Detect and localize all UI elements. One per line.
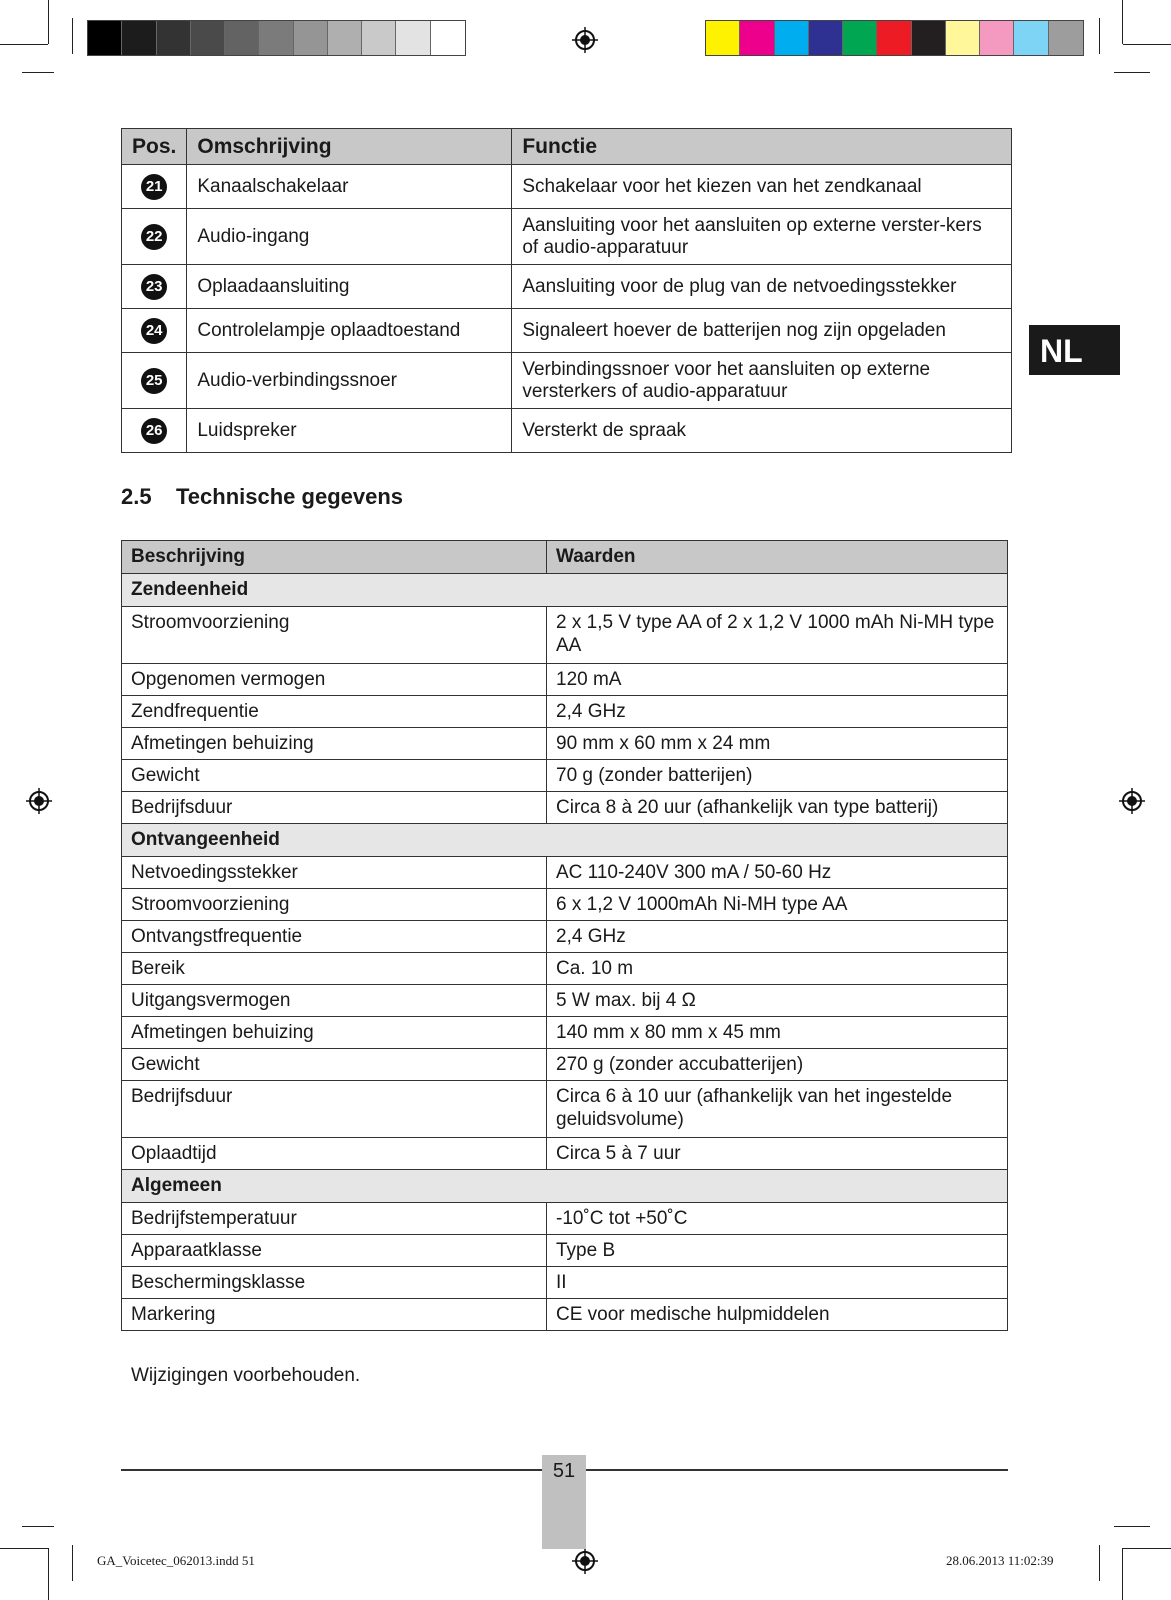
table-row — [122, 792, 1008, 824]
spec-value: 6 x 1,2 V 1000mAh Ni-MH type AA — [547, 889, 1008, 921]
spec-label: Gewicht — [122, 760, 547, 792]
description-cell: Luidspreker — [187, 409, 512, 453]
spec-label: Bedrijfstemperatuur — [122, 1203, 547, 1235]
registration-mark-icon — [572, 27, 598, 53]
position-cell — [122, 309, 187, 353]
crop-mark — [1123, 44, 1171, 45]
crop-mark — [1123, 1548, 1171, 1549]
position-cell — [122, 209, 187, 265]
spec-label: Stroomvoorziening — [122, 889, 547, 921]
spec-value: Circa 6 à 10 uur (afhankelijk van het ingestelde geluidsvolume) — [547, 1081, 1008, 1138]
footer-datetime: 28.06.2013 11:02:39 — [946, 1553, 1054, 1568]
spec-value: Ca. 10 m — [547, 953, 1008, 985]
color-swatch — [191, 21, 225, 55]
crop-mark — [1122, 0, 1123, 44]
spec-label: Stroomvoorziening — [122, 607, 547, 664]
spec-value: 5 W max. bij 4 Ω — [547, 985, 1008, 1017]
color-swatch — [980, 21, 1014, 55]
color-swatch — [775, 21, 809, 55]
table-row — [122, 1017, 1008, 1049]
position-number-badge: 21 — [141, 174, 167, 200]
table-row — [122, 728, 1008, 760]
table-row — [122, 953, 1008, 985]
table-row — [122, 1081, 1008, 1138]
color-swatch — [328, 21, 362, 55]
spec-value: Type B — [547, 1235, 1008, 1267]
color-swatch — [294, 21, 328, 55]
section-title: Technische gegevens — [176, 484, 404, 509]
group-title: Zendeenheid — [122, 574, 1008, 607]
spec-value: -10˚C tot +50˚C — [547, 1203, 1008, 1235]
column-header: Omschrijving — [187, 129, 512, 165]
color-swatch — [706, 21, 740, 55]
table-row — [122, 921, 1008, 953]
footer-rule — [586, 1469, 1008, 1471]
table-row — [122, 1049, 1008, 1081]
spec-label: Afmetingen behuizing — [122, 728, 547, 760]
crop-mark — [1099, 18, 1100, 54]
table-row — [122, 1235, 1008, 1267]
spec-label: Apparaatklasse — [122, 1235, 547, 1267]
function-cell: Aansluiting voor de plug van de netvoedingsstekker — [512, 265, 1012, 309]
spec-value: 70 g (zonder batterijen) — [547, 760, 1008, 792]
footer-filename: GA_Voicetec_062013.indd 51 — [97, 1553, 255, 1568]
table-row — [122, 1299, 1008, 1331]
color-swatch — [877, 21, 911, 55]
table-row — [122, 889, 1008, 921]
technical-specs-table — [121, 540, 1008, 1331]
column-header: Beschrijving — [122, 541, 547, 574]
table-row — [122, 165, 1012, 209]
spec-label: Zendfrequentie — [122, 696, 547, 728]
group-row — [122, 574, 1008, 607]
position-cell — [122, 165, 187, 209]
color-swatch — [912, 21, 946, 55]
spec-value: 140 mm x 80 mm x 45 mm — [547, 1017, 1008, 1049]
crop-mark — [48, 1548, 49, 1600]
crop-mark — [48, 0, 49, 44]
section-heading — [121, 484, 403, 510]
crop-mark — [22, 1526, 54, 1527]
column-header: Waarden — [547, 541, 1008, 574]
table-row — [122, 1203, 1008, 1235]
color-swatch — [809, 21, 843, 55]
grayscale-bar — [87, 20, 466, 56]
table-row — [122, 857, 1008, 889]
table-row — [122, 309, 1012, 353]
function-cell: Aansluiting voor het aansluiten op externe verster-kers of audio-apparatuur — [512, 209, 1012, 265]
color-swatch — [157, 21, 191, 55]
table-row — [122, 985, 1008, 1017]
position-number-badge: 26 — [141, 418, 167, 444]
color-swatch — [1014, 21, 1048, 55]
footer-rule — [121, 1469, 542, 1471]
spec-value: 2,4 GHz — [547, 696, 1008, 728]
spec-value: AC 110-240V 300 mA / 50-60 Hz — [547, 857, 1008, 889]
spec-value: II — [547, 1267, 1008, 1299]
spec-label: Beschermingsklasse — [122, 1267, 547, 1299]
table-row — [122, 607, 1008, 664]
crop-mark — [0, 1548, 48, 1549]
color-swatch — [740, 21, 774, 55]
spec-label: Bedrijfsduur — [122, 792, 547, 824]
table-row — [122, 265, 1012, 309]
color-swatch — [431, 21, 465, 55]
position-number-badge: 23 — [141, 274, 167, 300]
column-header: Pos. — [122, 129, 187, 165]
group-title: Ontvangeenheid — [122, 824, 1008, 857]
position-number-badge: 24 — [141, 318, 167, 344]
spec-value: Circa 8 à 20 uur (afhankelijk van type batterij) — [547, 792, 1008, 824]
table-row — [122, 353, 1012, 409]
crop-mark — [0, 44, 48, 45]
table-row — [122, 664, 1008, 696]
registration-mark-icon — [26, 788, 52, 814]
spec-label: Gewicht — [122, 1049, 547, 1081]
position-cell — [122, 353, 187, 409]
registration-mark-icon — [572, 1548, 598, 1574]
positions-table — [121, 128, 1012, 453]
registration-mark-icon — [1119, 788, 1145, 814]
function-cell: Versterkt de spraak — [512, 409, 1012, 453]
spec-label: Opgenomen vermogen — [122, 664, 547, 696]
spec-value: 270 g (zonder accubatterijen) — [547, 1049, 1008, 1081]
spec-label: Bedrijfsduur — [122, 1081, 547, 1138]
disclaimer-note: Wijzigingen voorbehouden. — [131, 1365, 361, 1386]
spec-value: 90 mm x 60 mm x 24 mm — [547, 728, 1008, 760]
color-swatch — [122, 21, 156, 55]
position-number-badge: 22 — [141, 224, 167, 250]
spec-label: Markering — [122, 1299, 547, 1331]
spec-label: Bereik — [122, 953, 547, 985]
color-bar — [705, 20, 1084, 56]
group-row — [122, 824, 1008, 857]
color-swatch — [396, 21, 430, 55]
section-number: 2.5 — [121, 484, 152, 509]
description-cell: Audio-ingang — [187, 209, 512, 265]
color-swatch — [1049, 21, 1083, 55]
spec-value: CE voor medische hulpmiddelen — [547, 1299, 1008, 1331]
specs-table-body — [122, 574, 1008, 1331]
spec-label: Afmetingen behuizing — [122, 1017, 547, 1049]
table-row — [122, 696, 1008, 728]
crop-mark — [72, 1545, 73, 1581]
spec-value: 2 x 1,5 V type AA of 2 x 1,2 V 1000 mAh Ni-MH type AA — [547, 607, 1008, 664]
description-cell: Oplaadaansluiting — [187, 265, 512, 309]
table-row — [122, 760, 1008, 792]
spec-value: 2,4 GHz — [547, 921, 1008, 953]
spec-value: Circa 5 à 7 uur — [547, 1138, 1008, 1170]
crop-mark — [22, 72, 54, 73]
crop-mark — [1099, 1545, 1100, 1581]
spec-value: 120 mA — [547, 664, 1008, 696]
language-tab: NL — [1029, 325, 1120, 375]
description-cell: Controlelampje oplaadtoestand — [187, 309, 512, 353]
position-number-badge: 25 — [141, 368, 167, 394]
page-number: 51 — [552, 1460, 576, 1482]
column-header: Functie — [512, 129, 1012, 165]
function-cell: Verbindingssnoer voor het aansluiten op externe versterkers of audio-apparatuur — [512, 353, 1012, 409]
position-cell — [122, 265, 187, 309]
function-cell: Signaleert hoever de batterijen nog zijn opgeladen — [512, 309, 1012, 353]
spec-label: Ontvangstfrequentie — [122, 921, 547, 953]
crop-mark — [1114, 1526, 1150, 1527]
group-row — [122, 1170, 1008, 1203]
spec-label: Uitgangsvermogen — [122, 985, 547, 1017]
table-header-row — [122, 129, 1012, 165]
color-swatch — [88, 21, 122, 55]
color-swatch — [362, 21, 396, 55]
color-swatch — [259, 21, 293, 55]
function-cell: Schakelaar voor het kiezen van het zendkanaal — [512, 165, 1012, 209]
color-swatch — [225, 21, 259, 55]
table-row — [122, 409, 1012, 453]
spec-label: Netvoedingsstekker — [122, 857, 547, 889]
description-cell: Audio-verbindingssnoer — [187, 353, 512, 409]
table-row — [122, 209, 1012, 265]
table-row — [122, 1267, 1008, 1299]
description-cell: Kanaalschakelaar — [187, 165, 512, 209]
crop-mark — [1122, 1548, 1123, 1600]
color-swatch — [843, 21, 877, 55]
crop-mark — [1114, 72, 1150, 73]
group-title: Algemeen — [122, 1170, 1008, 1203]
crop-mark — [72, 18, 73, 54]
spec-label: Oplaadtijd — [122, 1138, 547, 1170]
table-row — [122, 1138, 1008, 1170]
position-cell — [122, 409, 187, 453]
table-header-row — [122, 541, 1008, 574]
color-swatch — [946, 21, 980, 55]
